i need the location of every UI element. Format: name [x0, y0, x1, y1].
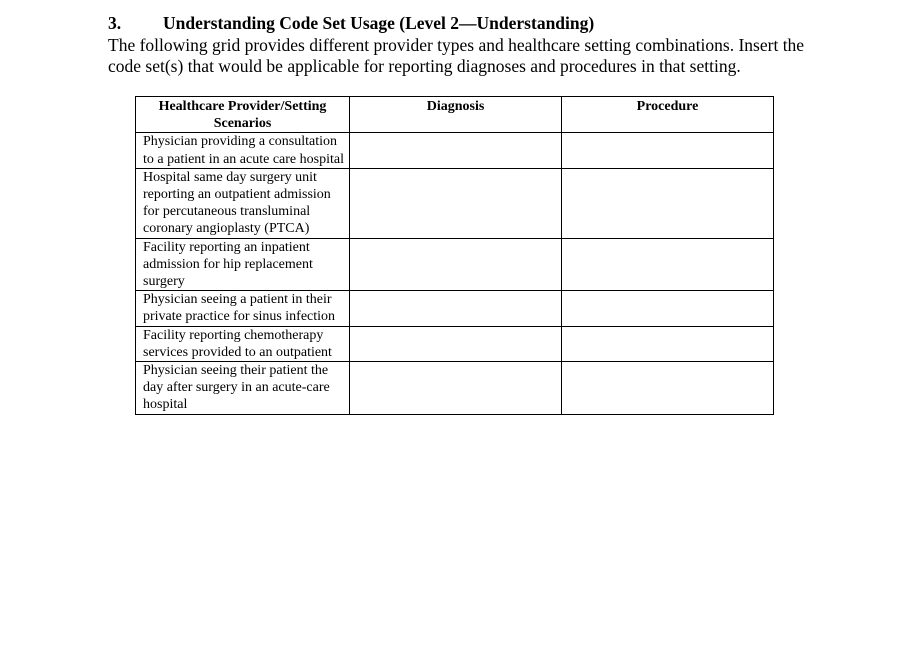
procedure-cell[interactable] — [562, 291, 774, 326]
table-row — [136, 133, 774, 168]
procedure-cell[interactable] — [562, 362, 774, 415]
scenario-cell: Physician seeing their patient the day after surgery in an acute-care hospital — [136, 362, 350, 415]
scenario-cell: Physician providing a consultation to a patient in an acute care hospital — [136, 133, 350, 168]
scenario-cell: Physician seeing a patient in their private practice for sinus infection — [136, 291, 350, 326]
diagnosis-cell[interactable] — [350, 168, 562, 238]
code-set-grid — [135, 96, 774, 415]
table-row — [136, 362, 774, 415]
scenario-cell: Facility reporting an inpatient admission for hip replacement surgery — [136, 238, 350, 291]
question-heading — [108, 13, 594, 34]
table-row — [136, 326, 774, 361]
diagnosis-cell[interactable] — [350, 362, 562, 415]
question-number: 3. — [108, 13, 122, 33]
scenario-cell: Facility reporting chemotherapy services provided to an outpatient — [136, 326, 350, 361]
question-title: Understanding Code Set Usage (Level 2—Understanding) — [163, 13, 595, 33]
header-diagnosis: Diagnosis — [350, 97, 562, 133]
diagnosis-cell[interactable] — [350, 238, 562, 291]
diagnosis-cell[interactable] — [350, 326, 562, 361]
procedure-cell[interactable] — [562, 133, 774, 168]
procedure-cell[interactable] — [562, 238, 774, 291]
procedure-cell[interactable] — [562, 326, 774, 361]
scenario-cell: Hospital same day surgery unit reporting an outpatient admission for percutaneous transluminal coronary angioplasty (PTCA) — [136, 168, 350, 238]
grid-header-row — [136, 97, 774, 133]
diagnosis-cell[interactable] — [350, 291, 562, 326]
table-row — [136, 168, 774, 238]
table-row — [136, 291, 774, 326]
question-instructions: The following grid provides different provider types and healthcare setting combinations. Insert the code set(s) that would be applicable for reporting diagnoses and procedures in that setting. — [108, 35, 805, 76]
header-procedure: Procedure — [562, 97, 774, 133]
table-row — [136, 238, 774, 291]
header-scenario: Healthcare Provider/Setting Scenarios — [136, 97, 350, 133]
diagnosis-cell[interactable] — [350, 133, 562, 168]
procedure-cell[interactable] — [562, 168, 774, 238]
